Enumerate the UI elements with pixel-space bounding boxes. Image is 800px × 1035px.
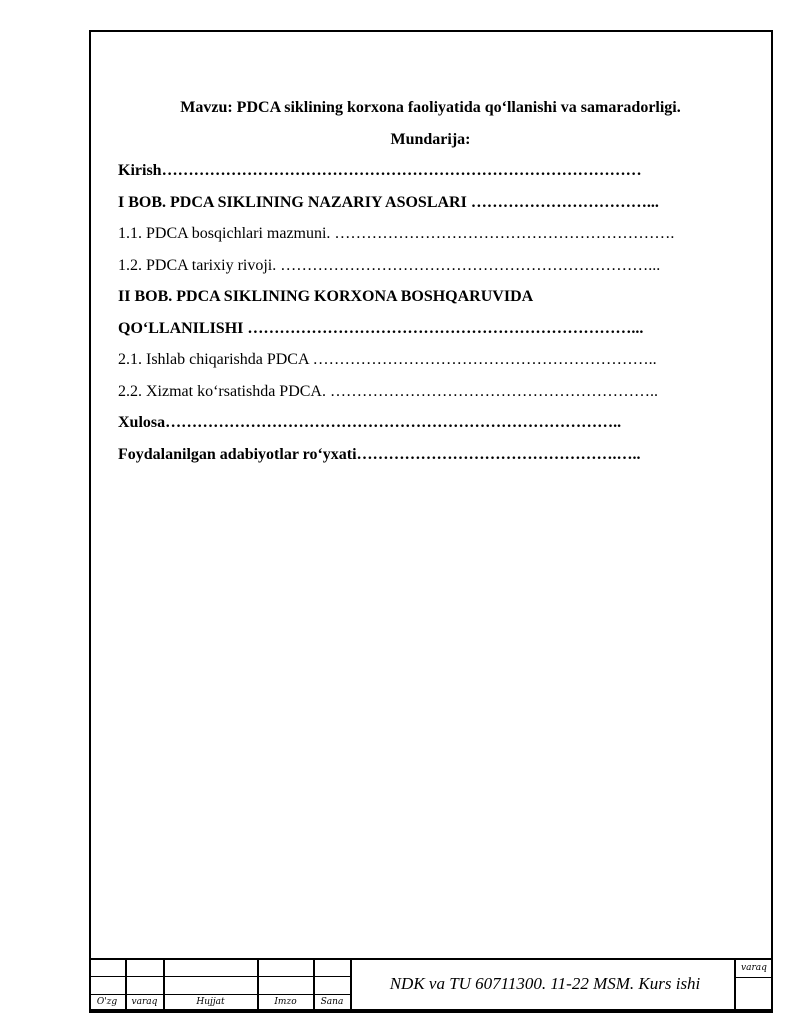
column-label-imzo: Imzo <box>274 997 297 1007</box>
toc-entry-references[interactable]: Foydalanilgan adabiyotlar ro‘yxati………………………………………….….. <box>118 445 641 463</box>
title-block-divider <box>350 960 352 1012</box>
topic-title: Mavzu: PDCA siklining korxona faoliyatida qo‘llanishi va samaradorligi. <box>180 99 681 116</box>
contents-heading: Mundarija: <box>390 130 471 148</box>
toc-entry-2-1[interactable]: 2.1. Ishlab chiqarishda PDCA ……………………………………………………….. <box>118 351 657 368</box>
toc-entry-2-2[interactable]: 2.2. Xizmat ko‘rsatishda PDCA. …………………………………………………….. <box>118 382 658 400</box>
document-code: NDK va TU 60711300. 11-22 MSM. Kurs ishi <box>389 974 701 993</box>
toc-entry-1-1[interactable]: 1.1. PDCA bosqichlari mazmuni. ………………………………………………………. <box>118 225 675 242</box>
toc-entry-introduction[interactable]: Kirish……………………………………………………………………………… <box>118 162 642 179</box>
toc-entry-chapter-2-line-2[interactable]: QO‘LLANILISHI ………………………………………………………………... <box>118 319 644 337</box>
toc-entry-chapter-2-line-1[interactable]: II BOB. PDCA SIKLINING KORXONA BOSHQARUVIDA <box>118 288 534 305</box>
sheet-label: varaq <box>741 963 767 973</box>
toc-entry-conclusion[interactable]: Xulosa………………………………………………………………………….. <box>118 414 622 431</box>
title-block-bottom-line <box>89 1011 773 1013</box>
toc-entry-1-2[interactable]: 1.2. PDCA tarixiy rivoji. ……………………………………………………………... <box>118 256 661 274</box>
toc-entry-chapter-1[interactable]: I BOB. PDCA SIKLINING NAZARIY ASOSLARI ……………………………... <box>118 193 659 211</box>
column-label-sana: Sana <box>320 997 344 1007</box>
table-of-contents <box>118 155 743 470</box>
title-block-row-line <box>734 977 773 978</box>
title-block-row-line <box>89 976 351 977</box>
column-label-ozg: O'zg <box>96 997 118 1007</box>
column-label-hujjat: Hujjat <box>196 997 225 1007</box>
title-block-row-line <box>89 994 351 995</box>
title-block <box>89 958 773 1012</box>
document-body <box>118 92 743 470</box>
column-label-varaq: varaq <box>131 997 158 1007</box>
